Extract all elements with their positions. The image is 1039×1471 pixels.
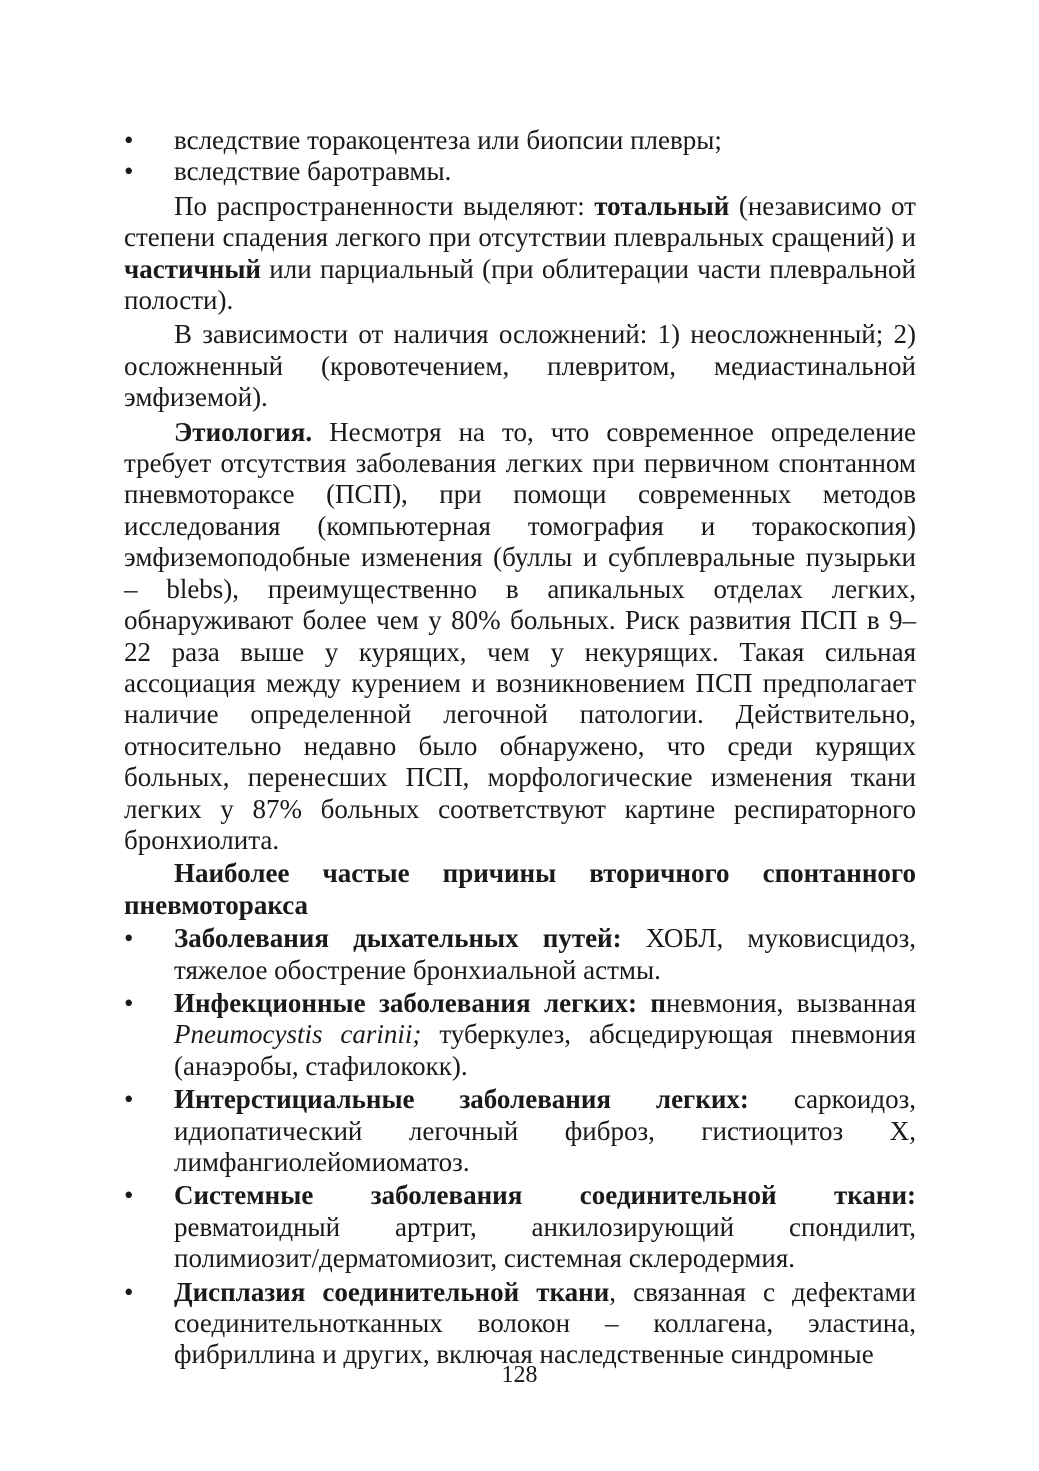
section-heading: Наиболее частые причины вторичного спонтанного bbox=[174, 858, 916, 889]
bullet-icon: • bbox=[124, 125, 134, 155]
list-item: • Системные заболевания соединительной ткани: ревматоидный артрит, анкилозирующий спондилит, полимиозит/дерматомиозит, системная склеродермия. bbox=[124, 1180, 916, 1274]
term-total: тотальный bbox=[594, 190, 730, 221]
causes-list bbox=[124, 923, 916, 1371]
term-partial: частичный bbox=[124, 253, 261, 284]
bullet-list-top bbox=[124, 125, 916, 188]
list-item: • Инфекционные заболевания легких: пневмония, вызванная Pneumocystis carinii; туберкулез, абсцедирующая пневмония (анаэробы, стафилококк). bbox=[124, 987, 916, 1081]
etiology-heading: Этиология. bbox=[174, 416, 313, 447]
page-content bbox=[124, 125, 916, 1371]
bullet-icon: • bbox=[124, 923, 134, 954]
bullet-icon: • bbox=[124, 1276, 134, 1307]
paragraph-prevalence: По распространенности выделяют: тотальный (независимо от степени спадения легкого при отсутствии плевральных сращений) и частичный или парциальный (при облитерации части плевральной полости). bbox=[124, 190, 916, 316]
list-item: • Интерстициальные заболевания легких: саркоидоз, идиопатический легочный фиброз, гистиоцитоз Х, лимфангиолейомиоматоз. bbox=[124, 1084, 917, 1177]
section-heading-cont: пневмоторакса bbox=[124, 889, 309, 920]
list-item: • вследствие торакоцентеза или биопсии плевры; bbox=[124, 125, 722, 155]
list-item: • Дисплазия соединительной ткани, связанная с дефектами соединительнотканных волокон – коллагена, эластина, фибриллина и других, включая наследственные синдромные bbox=[124, 1276, 916, 1370]
list-item: • вследствие баротравмы. bbox=[124, 156, 452, 187]
bullet-icon: • bbox=[124, 987, 134, 1018]
bullet-icon: • bbox=[124, 156, 134, 187]
paragraph-complications: В зависимости от наличия осложнений: 1) неосложненный; 2) осложненный (кровотечением, плевритом, медиастинальной эмфиземой). bbox=[124, 319, 916, 413]
bullet-icon: • bbox=[124, 1180, 134, 1211]
paragraph-etiology: Этиология. Несмотря на то, что современное определение требует отсутствия заболевания легких при первичном спонтанном пневмотораксе (ПСП), при помощи современных методов исследования (компьютерная томография и торакоскопия) эмфиземоподобные изменения (буллы и субплевральные пузырьки – blebs), преимущественно в апикальных отделах легких, обнаруживают более чем у 80% больных. Риск развития ПСП в 9–22 раза выше у курящих, чем у некурящих. Такая сильная ассоциация между курением и возникновением ПСП предполагает наличие определенной легочной патологии. Действительно, относительно недавно было обнаружено, что среди курящих больных, перенесших ПСП, морфологические изменения ткани легких у 87% больных соответствуют картине респираторного бронхиолита. bbox=[124, 416, 916, 855]
list-item: • Заболевания дыхательных путей: ХОБЛ, муковисцидоз, тяжелое обострение бронхиальной астмы. bbox=[124, 923, 916, 985]
bullet-icon: • bbox=[124, 1084, 134, 1115]
page-number: 128 bbox=[501, 1362, 538, 1388]
